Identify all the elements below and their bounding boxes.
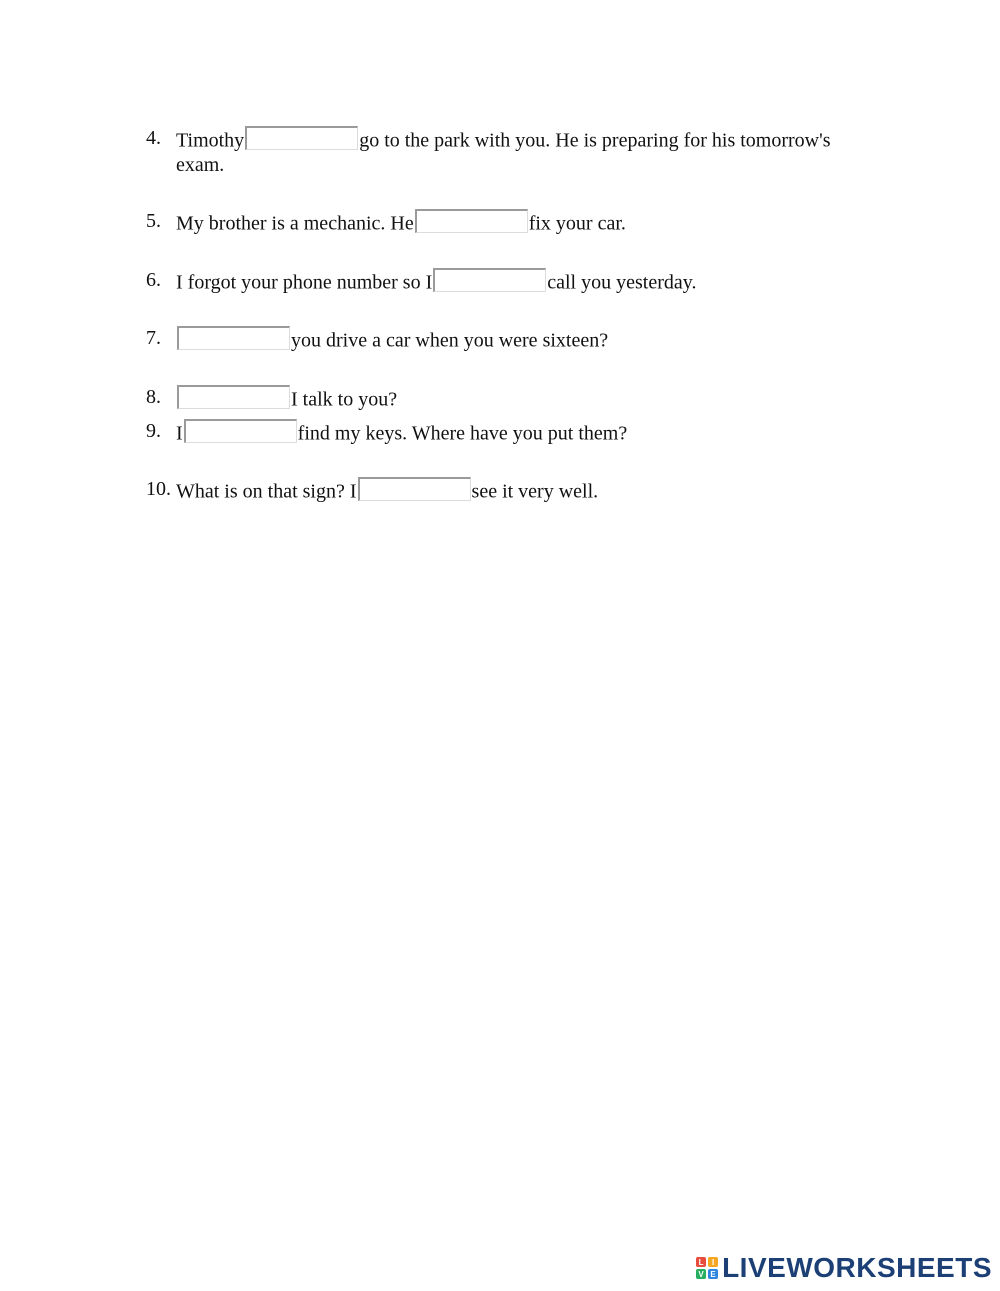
- question-text: [176, 209, 626, 236]
- logo-letter-l: L: [696, 1257, 706, 1267]
- brand-name: LIVEWORKSHEETS: [722, 1252, 992, 1283]
- answer-input-9[interactable]: [184, 419, 297, 443]
- question-text-after: I talk to you?: [291, 388, 398, 411]
- logo-letter-e: E: [708, 1269, 718, 1279]
- question-text: [176, 326, 608, 353]
- question-text-after: go to the park with you. He is preparing for his tomorrow's exam.: [176, 129, 831, 176]
- liveworksheets-brand: [696, 1253, 992, 1283]
- question-number: 9.: [146, 420, 161, 442]
- question-text-after: fix your car.: [528, 212, 626, 235]
- answer-input-7[interactable]: [177, 326, 290, 350]
- question-text-before: My brother is a mechanic. He: [176, 212, 414, 235]
- question-number: 7.: [146, 327, 161, 349]
- question-text-before: I: [176, 422, 183, 445]
- answer-input-6[interactable]: [433, 268, 546, 292]
- question-text-after: call you yesterday.: [547, 271, 697, 294]
- answer-input-4[interactable]: [245, 126, 358, 150]
- question-text-before: I forgot your phone number so I: [176, 271, 433, 294]
- question-text-after: you drive a car when you were sixteen?: [291, 329, 609, 352]
- question-text-before: Timothy: [176, 129, 245, 152]
- question-number: 10.: [146, 478, 171, 500]
- question-text: [176, 477, 598, 504]
- question-text: [176, 419, 627, 446]
- question-text-after: see it very well.: [471, 480, 599, 503]
- question-text: [176, 126, 876, 177]
- answer-input-5[interactable]: [415, 209, 528, 233]
- question-number: 8.: [146, 386, 161, 408]
- answer-input-10[interactable]: [358, 477, 471, 501]
- question-text-before: What is on that sign? I: [176, 480, 357, 503]
- liveworksheets-logo-icon: [696, 1257, 718, 1279]
- logo-letter-v: V: [696, 1269, 706, 1279]
- question-number: 4.: [146, 127, 161, 149]
- question-text: [176, 385, 397, 412]
- answer-input-8[interactable]: [177, 385, 290, 409]
- question-text: [176, 268, 696, 295]
- question-text-after: find my keys. Where have you put them?: [297, 422, 628, 445]
- logo-letter-i: I: [708, 1257, 718, 1267]
- question-number: 5.: [146, 210, 161, 232]
- question-number: 6.: [146, 269, 161, 291]
